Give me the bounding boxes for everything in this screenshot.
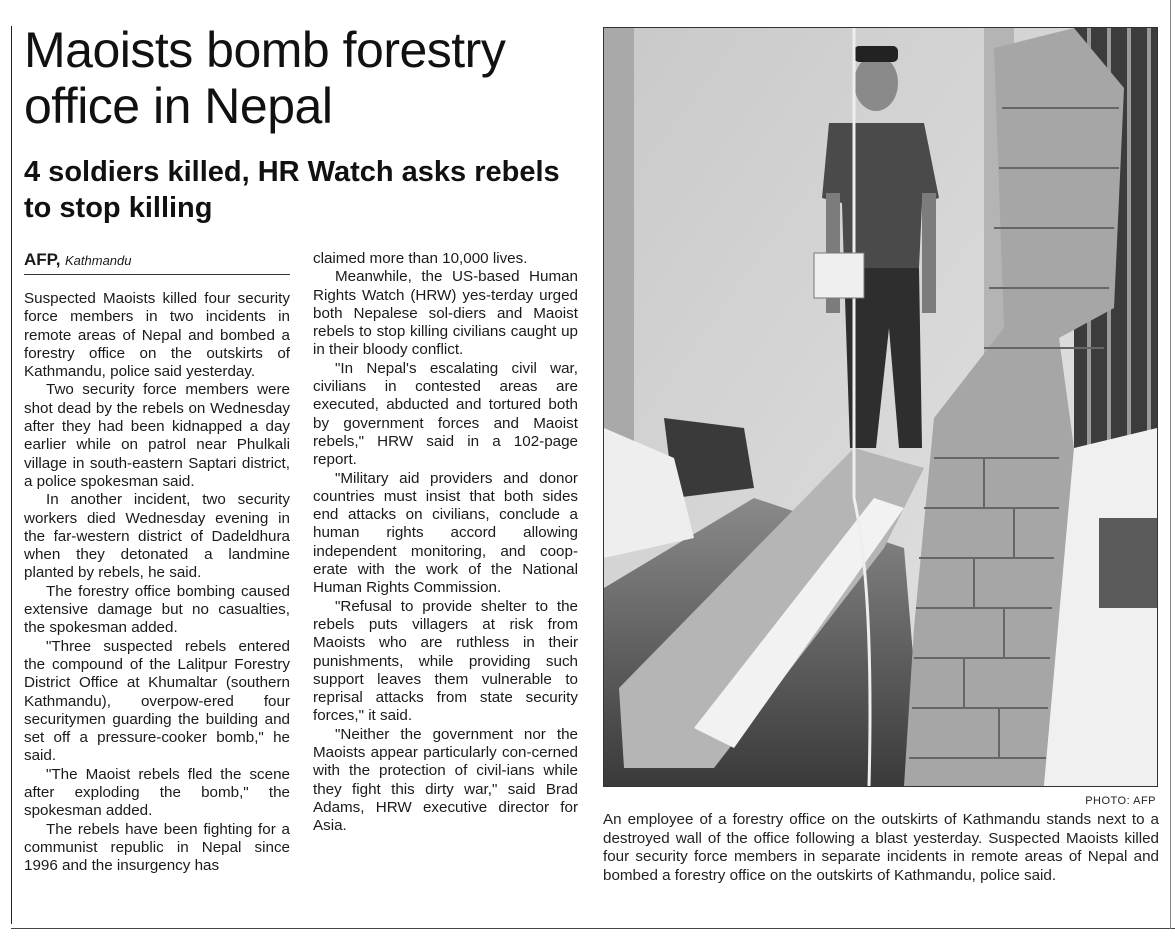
photo-credit: PHOTO: AFP xyxy=(1085,795,1156,807)
paragraph: claimed more than 10,000 lives. xyxy=(313,250,528,267)
subheadline: 4 soldiers killed, HR Watch asks rebels to stop killing xyxy=(24,156,560,224)
paragraph: "Military aid providers and donor countries must insist that both sides end attacks on civilians, conclude a human rights accord allowing independent monitoring, and coop-erate with the work of the National Human Rights Commission. xyxy=(313,469,578,597)
bottom-page-rule xyxy=(11,928,1175,929)
paragraph: "Three suspected rebels entered the compound of the Lalitpur Forestry District Office at Khumaltar (southern Kathmandu), overpow-ered four securitymen guarding the building and set off a pressure-cooker bomb," he said. xyxy=(24,637,290,765)
paragraph: "Neither the government nor the Maoists appear particularly con-cerned with the protection of civil-ians while they fight this dirty war," said Brad Adams, HRW executive director for Asia. xyxy=(313,725,578,835)
paragraph: Suspected Maoists killed four security force members in two incidents in remote areas of Nepal and bombed a forestry office on the outskirts of Kathmandu, police said yesterday. xyxy=(24,290,290,381)
news-photo xyxy=(603,27,1158,787)
paragraph: "The Maoist rebels fled the scene after exploding the bomb," the spokesman added. xyxy=(24,765,290,820)
photo-caption: An employee of a forestry office on the outskirts of Kathmandu stands next to a destroyed wall of the office following a blast yesterday. Suspected Maoists killed four security force members in separate incidents in remote areas of Nepal and bombed a forestry office on the outskirts of Kathmandu, police said. xyxy=(603,811,1159,884)
paragraph: Two security force members were shot dead by the rebels on Wednesday after they had been kidnapped a day earlier while on patrol near Phulkali village in south-eastern Saptari district, a police spokesman said. xyxy=(24,381,290,490)
byline-agency: AFP, xyxy=(24,250,61,269)
paragraph: The rebels have been fighting for a communist republic in Nepal since 1996 and the insurgency has xyxy=(24,820,290,875)
left-column-rule xyxy=(11,26,12,924)
news-photo-illustration xyxy=(604,28,1157,786)
paragraph: "In Nepal's escalating civil war, civilians in contested areas are executed, abducted and tortured both by government forces and Maoist rebels," HRW said in a 102-page report. xyxy=(313,359,578,469)
article-column-1 xyxy=(24,290,290,876)
paragraph: In another incident, two security workers died Wednesday evening in the far-western district of Dadeldhura when they detonated a landmine planted by rebels, he said. xyxy=(24,491,290,582)
byline-location: Kathmandu xyxy=(65,253,132,268)
article-column-2 xyxy=(313,250,578,836)
right-page-rule xyxy=(1170,0,1171,929)
paragraph: The forestry office bombing caused extensive damage but no casualties, the spokesman added. xyxy=(24,582,290,637)
byline xyxy=(24,250,290,275)
headline: Maoists bomb forestry office in Nepal xyxy=(24,22,506,134)
paragraph: Meanwhile, the US-based Human Rights Watch (HRW) yes-terday urged both Nepalese sol-diers and Maoist rebels to stop killing civilians caught up in their bloody conflict. xyxy=(313,268,578,359)
paragraph: "Refusal to provide shelter to the rebels puts villagers at risk from Maoists who are ruthless in their punishments, while providing such support leaves them vulnerable to reprisal attacks from state security forces," it said. xyxy=(313,597,578,725)
